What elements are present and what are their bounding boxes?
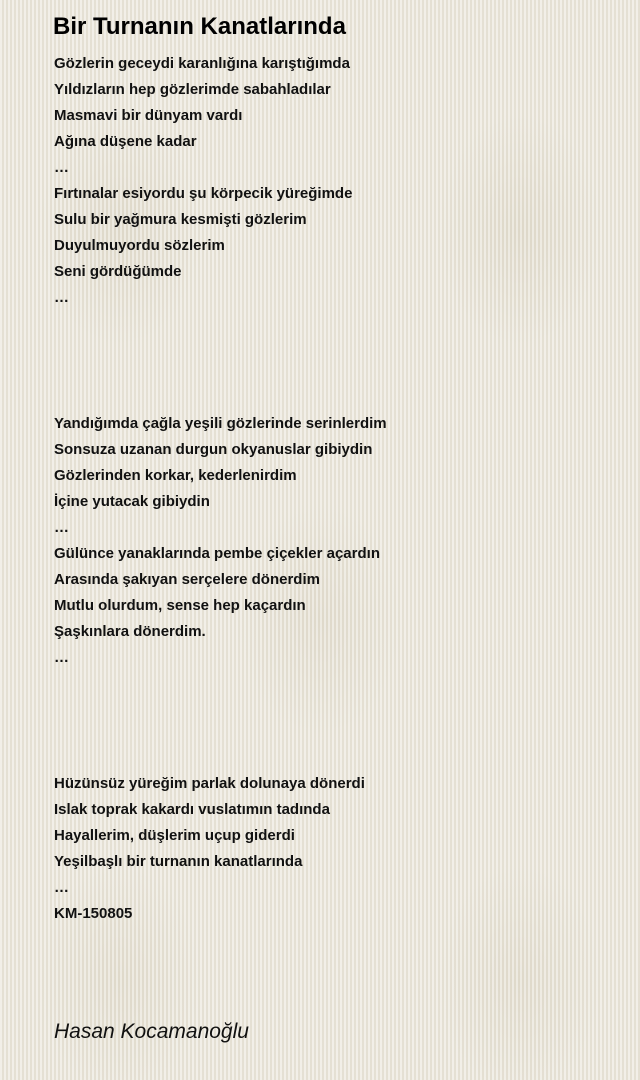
poem-line: … [54,519,69,536]
poem-line: … [54,649,69,666]
poem-title: Bir Turnanın Kanatlarında [53,13,346,40]
poem-line: Yıldızların hep gözlerimde sabahladılar [54,81,331,98]
poem-line: Hayallerim, düşlerim uçup giderdi [54,827,295,844]
poem-line: Yeşilbaşlı bir turnanın kanatlarında [54,853,303,870]
poem-line: Yandığımda çağla yeşili gözlerinde serinlerdim [54,415,387,432]
poem-line: Sulu bir yağmura kesmişti gözlerim [54,211,307,228]
poem-line: Masmavi bir dünyam vardı [54,107,243,124]
poem-line: Islak toprak kakardı vuslatımın tadında [54,801,330,818]
poem-line: Seni gördüğümde [54,263,182,280]
poem-line: … [54,159,69,176]
poem-author: Hasan Kocamanoğlu [54,1020,249,1043]
stanza-2 [54,411,387,671]
poem-line: Fırtınalar esiyordu şu körpecik yüreğimde [54,185,353,202]
poem-line: Şaşkınlara dönerdim. [54,623,206,640]
poem-line: Ağına düşene kadar [54,133,197,150]
poem-line: Mutlu olurdum, sense hep kaçardın [54,597,306,614]
poem-line: Gözlerinden korkar, kederlenirdim [54,467,297,484]
poem-line: Duyulmuyordu sözlerim [54,237,225,254]
poem-line: Sonsuza uzanan durgun okyanuslar gibiydin [54,441,373,458]
poem-line: İçine yutacak gibiydin [54,493,210,510]
poem-line: Gülünce yanaklarında pembe çiçekler açardın [54,545,380,562]
poem-line: … [54,289,69,306]
poem-line: Arasında şakıyan serçelere dönerdim [54,571,320,588]
poem-line: Hüzünsüz yüreğim parlak dolunaya dönerdi [54,775,365,792]
poem-line: … [54,879,69,896]
stanza-3 [54,771,365,927]
poem-line: Gözlerin geceydi karanlığına karıştığımda [54,55,350,72]
stanza-1 [54,51,352,311]
poem-code: KM-150805 [54,905,133,922]
